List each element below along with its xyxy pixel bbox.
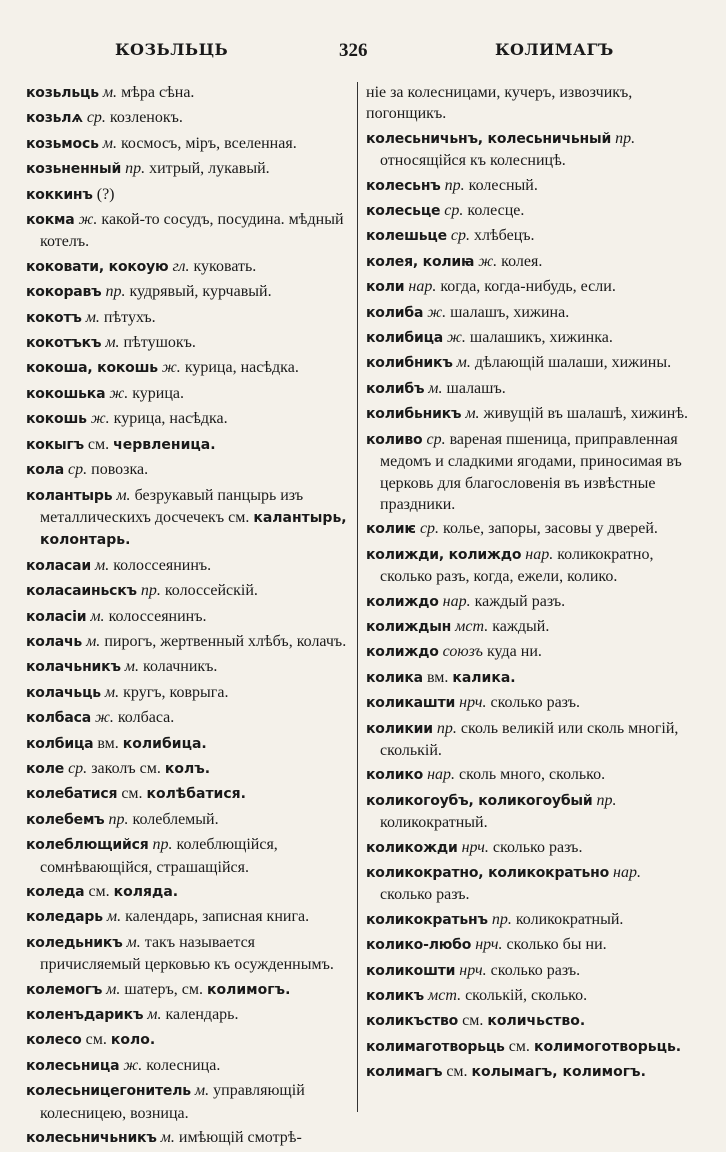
dictionary-entry [26, 209, 353, 253]
headword: коликъство [366, 1013, 459, 1030]
definition: сколько бы ни. [506, 936, 607, 954]
dictionary-entry [366, 692, 696, 714]
definition: хитрый, лукавый. [149, 160, 270, 178]
right-column [366, 82, 696, 1087]
definition: дѣлающій шалаши, хижины. [474, 354, 672, 372]
dictionary-entry [366, 764, 696, 786]
dictionary-entry [366, 200, 696, 222]
dictionary-entry [26, 459, 353, 481]
abbreviation: м. [456, 354, 471, 372]
dictionary-entry [366, 175, 696, 197]
abbreviation: ср. [86, 109, 106, 127]
dictionary-entry [26, 332, 353, 354]
abbreviation: гл. [172, 257, 190, 275]
abbreviation: м. [90, 607, 105, 625]
headword: козьльць [26, 85, 99, 101]
headword: колесьничьнъ, колесьничьный [366, 130, 612, 147]
abbreviation: м. [86, 632, 101, 650]
dictionary-entry [26, 133, 353, 155]
headword: колешьце [366, 228, 447, 245]
headword: колиѥ [366, 521, 416, 538]
headword: коккинъ [26, 186, 93, 203]
definition: см. [462, 1012, 484, 1030]
abbreviation: м. [147, 1006, 162, 1024]
abbreviation: пр. [125, 160, 146, 178]
dictionary-entry [366, 378, 696, 400]
definition: сколькій, сколько. [465, 987, 588, 1005]
headword: колесьнъ [366, 177, 441, 194]
headword: коликожди [366, 839, 458, 856]
abbreviation: нрч. [459, 694, 487, 712]
dictionary-entry [366, 591, 696, 613]
cross-reference: количьство. [487, 1013, 586, 1030]
dictionary-entry [26, 906, 353, 928]
headword: колантырь [26, 487, 113, 504]
dictionary-entry [366, 82, 696, 125]
definition: хлѣбецъ. [473, 227, 535, 245]
abbreviation: ср. [68, 461, 88, 479]
dictionary-entry [366, 1036, 696, 1058]
abbreviation: м. [102, 84, 118, 101]
dictionary-entry [366, 909, 696, 931]
dictionary-entry [366, 429, 696, 516]
definition: (?) [96, 185, 115, 203]
headword: колика [366, 669, 423, 686]
dictionary-entry [366, 352, 696, 374]
dictionary-entry [26, 256, 353, 278]
headword: коледа [26, 884, 85, 900]
cross-reference: калантырь, колонтарь. [40, 509, 347, 549]
cross-reference: колымагъ, колимогъ. [471, 1064, 646, 1081]
definition: колеблющійся, сомнѣвающійся, страшащійся. [40, 836, 278, 876]
abbreviation: ж. [90, 410, 110, 428]
dictionary-entry [26, 809, 353, 831]
dictionary-entry [366, 667, 696, 689]
headword: кокоша, кокошь [26, 360, 158, 377]
headword: коликократьнъ [366, 911, 488, 928]
definition: курица, насѣдка. [184, 359, 299, 377]
headword: коливо [366, 431, 423, 448]
definition: пѣтушокъ. [123, 334, 196, 352]
dictionary-entry [366, 276, 696, 298]
definition: шалашъ, хижина. [450, 303, 570, 321]
dictionary-entry [366, 128, 696, 172]
abbreviation: ж. [94, 709, 114, 727]
definition: какой-то сосудъ, посудина. мѣдный котелъ. [40, 211, 344, 251]
abbreviation: нар. [613, 864, 641, 881]
headword: кокошька [26, 385, 106, 402]
dictionary-entry [366, 1061, 696, 1083]
dictionary-entry [366, 1010, 696, 1032]
headword: коли [366, 279, 405, 296]
headword: колебемъ [26, 811, 105, 828]
definition: сколько разъ. [492, 838, 583, 856]
abbreviation: м. [94, 556, 110, 574]
definition: безрукавый панцырь изъ металлическихъ досчечекъ см. [40, 486, 304, 526]
dictionary-entry [366, 327, 696, 349]
cross-reference: колибица. [122, 735, 207, 752]
dictionary-entry [26, 733, 353, 755]
running-header [0, 40, 726, 70]
headword: коласіи [26, 608, 87, 625]
abbreviation: пр. [444, 176, 465, 194]
abbreviation: ж. [161, 359, 181, 377]
definition: колоссеянинъ. [108, 607, 207, 625]
cross-reference: колимогъ. [207, 981, 291, 998]
headword: колачь [26, 633, 83, 650]
dictionary-entry [366, 251, 696, 273]
cross-reference: червленица. [113, 436, 216, 453]
abbreviation: пр. [105, 283, 126, 301]
abbreviation: нар. [408, 278, 437, 296]
definition: куда ни. [486, 643, 542, 661]
definition: живущій въ шалашѣ, хижинѣ. [483, 405, 689, 423]
definition: ніе за колесницами, кучеръ, извозчикъ, погонщикъ. [366, 84, 633, 123]
abbreviation: мст. [455, 617, 489, 635]
headword: коликии [366, 720, 433, 737]
dictionary-entry [26, 932, 353, 976]
dictionary-entry [366, 985, 696, 1007]
headword: колиждо [366, 644, 439, 661]
dictionary-entry [26, 1127, 353, 1149]
headword: колибьникъ [366, 406, 462, 423]
abbreviation: нар. [525, 545, 554, 563]
headword: кокма [26, 212, 75, 229]
definition: см. [121, 785, 143, 803]
dictionary-entry [366, 225, 696, 247]
definition: сколь великій или сколь многій, сколькій. [380, 719, 679, 759]
left-column [26, 82, 353, 1152]
abbreviation: нрч. [459, 961, 487, 979]
dictionary-entry [26, 357, 353, 379]
abbreviation: союзъ [442, 643, 483, 661]
definition: календарь, записная книга. [125, 908, 310, 926]
dictionary-entry [366, 934, 696, 956]
dictionary-entry [26, 82, 353, 104]
headword: кокотъкъ [26, 335, 102, 352]
definition: пѣтухъ. [103, 308, 156, 326]
headword: колесьце [366, 203, 441, 220]
dictionary-entry [26, 834, 353, 878]
dictionary-entry [366, 641, 696, 663]
cross-reference: калика. [452, 669, 516, 686]
dictionary-entry [26, 1080, 353, 1124]
dictionary-entry [26, 656, 353, 678]
cross-reference: колимоготворьць. [533, 1038, 682, 1055]
definition: коликократно, сколько разъ, когда, ежели, колико. [380, 545, 654, 586]
headword: колесьницегонитель [26, 1083, 191, 1100]
abbreviation: м. [194, 1082, 210, 1100]
headword: колимагъ [366, 1064, 443, 1081]
definition: имѣющій смотрѣ- [178, 1129, 302, 1147]
headword: колибъ [366, 380, 425, 397]
headword: колимаготворьць [366, 1038, 505, 1055]
headword: колебатися [26, 786, 118, 803]
definition: см. [85, 1031, 107, 1049]
abbreviation: нар. [442, 592, 471, 610]
definition: кругъ, коврыга. [123, 683, 229, 701]
dictionary-entry [366, 960, 696, 982]
abbreviation: ж. [109, 384, 129, 402]
dictionary-entry [26, 158, 353, 180]
headword: колесьничьникъ [26, 1130, 157, 1147]
abbreviation: ср. [444, 202, 464, 220]
headword: коледарь [26, 909, 103, 926]
headword: коликошти [366, 962, 456, 979]
definition: курица. [132, 384, 184, 402]
definition: коликократный. [515, 910, 624, 928]
abbreviation: пр. [152, 836, 173, 854]
header-left-guideword: КОЗЬЛЬЦЬ [115, 40, 229, 59]
definition: см. [446, 1063, 468, 1081]
abbreviation: пр. [140, 582, 161, 600]
headword: колесьница [26, 1057, 120, 1074]
headword: коликъ [366, 988, 425, 1005]
abbreviation: ж. [478, 252, 498, 270]
dictionary-entry [366, 616, 696, 638]
header-right-guideword: КОЛИМАГЪ [495, 40, 614, 59]
definition: см. [88, 883, 110, 900]
dictionary-entry [366, 518, 696, 540]
headword: кокоравъ [26, 284, 102, 301]
headword: колемогъ [26, 981, 103, 998]
definition: колесный. [468, 176, 538, 194]
headword: колиждо [366, 593, 439, 610]
definition: колачникъ. [143, 658, 218, 676]
definition: козленокъ. [109, 109, 183, 127]
headword: колико-любо [366, 937, 472, 954]
abbreviation: м. [428, 379, 443, 397]
dictionary-entry [26, 1029, 353, 1051]
dictionary-entry [26, 580, 353, 602]
headword: колеблющийся [26, 837, 149, 854]
headword: кокошь [26, 411, 87, 428]
abbreviation: м. [85, 308, 100, 326]
definition: кудрявый, курчавый. [129, 283, 272, 301]
headword: колбица [26, 735, 94, 752]
dictionary-entry [26, 107, 353, 129]
column-divider [357, 82, 358, 1112]
definition: колея. [501, 252, 543, 270]
headword: кокотъ [26, 309, 82, 326]
definition: календарь. [165, 1006, 239, 1024]
abbreviation: пр. [436, 719, 457, 737]
dictionary-entry [26, 1055, 353, 1077]
dictionary-entry [366, 718, 696, 762]
definition: пирогъ, жертвенный хлѣбъ, колачъ. [104, 632, 347, 650]
abbreviation: нрч. [475, 936, 503, 954]
headword: коласаиньскъ [26, 583, 137, 600]
abbreviation: м. [465, 405, 480, 423]
headword: колачьникъ [26, 659, 121, 676]
dictionary-entry [366, 302, 696, 324]
headword: козьлѧ [26, 110, 83, 127]
abbreviation: нар. [427, 766, 456, 784]
abbreviation: м. [160, 1129, 175, 1147]
headword: колбаса [26, 710, 91, 727]
definition: колесце. [467, 202, 525, 220]
definition: курица, насѣдка. [113, 410, 228, 428]
definition: заколъ см. [91, 759, 161, 777]
headword: коле [26, 760, 65, 777]
definition: относящійся къ колесницѣ. [380, 152, 566, 170]
headword: козьмось [26, 135, 99, 152]
abbreviation: пр. [615, 129, 636, 147]
definition: куковать. [193, 257, 257, 275]
definition: см. [508, 1037, 530, 1055]
dictionary-entry [26, 758, 353, 780]
definition: колоссейскій. [164, 582, 258, 600]
headword: колиждын [366, 618, 452, 635]
definition: каждый. [492, 617, 550, 635]
abbreviation: ж. [123, 1056, 143, 1074]
definition: каждый разъ. [474, 592, 566, 610]
definition: вареная пшеница, приправленная медомъ и сладкими ягодами, приносимая въ церковь для благословенія въ извѣстные праздники. [380, 430, 682, 513]
headword: коледьникъ [26, 934, 123, 951]
dictionary-entry [26, 783, 353, 805]
headword: коликогоубъ, коликогоубый [366, 792, 593, 809]
headword: коласаи [26, 557, 91, 574]
headword: колея, колиꙗ [366, 253, 475, 270]
headword: кокыгъ [26, 436, 84, 453]
headword: колачьць [26, 684, 101, 701]
abbreviation: м. [106, 980, 121, 998]
headword: коковати, кокоую [26, 258, 169, 275]
definition: колесница. [146, 1056, 221, 1074]
definition: колбаса. [117, 709, 175, 727]
definition: сколь много, сколько. [459, 766, 606, 784]
dictionary-entry [26, 408, 353, 430]
definition: сколько разъ. [380, 886, 470, 904]
dictionary-entry [26, 281, 353, 303]
abbreviation: м. [126, 933, 141, 951]
headword: колибникъ [366, 355, 453, 372]
page-number: 326 [339, 40, 368, 61]
cross-reference: коло. [110, 1032, 156, 1049]
headword: кола [26, 462, 65, 479]
cross-reference: колъ. [164, 760, 211, 777]
headword: козьненный [26, 161, 122, 178]
definition: вм. [97, 734, 119, 752]
cross-reference: колѣбатися. [146, 786, 246, 803]
definition: вм. [426, 668, 449, 686]
abbreviation: ср. [450, 227, 470, 245]
dictionary-entry [26, 631, 353, 653]
dictionary-entry [366, 790, 696, 834]
definition: сколько разъ. [490, 961, 581, 979]
dictionary-entry [366, 403, 696, 425]
abbreviation: м. [102, 134, 117, 152]
definition: см. [87, 435, 110, 453]
abbreviation: мст. [428, 987, 462, 1005]
abbreviation: ж. [78, 211, 98, 229]
headword: колибица [366, 330, 443, 347]
dictionary-entry [26, 485, 353, 552]
abbreviation: м. [104, 683, 120, 701]
dictionary-entry [366, 544, 696, 588]
headword: коленъдарикъ [26, 1007, 144, 1024]
definition: космосъ, міръ, вселенная. [120, 134, 297, 152]
abbreviation: ж. [447, 329, 466, 347]
dictionary-entry [366, 837, 696, 859]
abbreviation: м. [116, 486, 131, 504]
dictionary-entry [26, 184, 353, 206]
headword: коликократно, коликократьно [366, 865, 610, 881]
dictionary-entry [26, 434, 353, 456]
abbreviation: ср. [419, 520, 440, 538]
definition: сколько разъ. [490, 694, 580, 712]
abbreviation: пр. [596, 791, 617, 809]
headword: колиба [366, 304, 424, 321]
definition: повозка. [91, 461, 149, 479]
dictionary-entry [26, 1004, 353, 1026]
dictionary-entry [26, 707, 353, 729]
headword: коликашти [366, 695, 456, 712]
cross-reference: коляда. [113, 884, 179, 900]
headword: колесо [26, 1032, 82, 1049]
dictionary-entry [26, 555, 353, 577]
definition: мѣра сѣна. [121, 84, 195, 101]
dictionary-entry [26, 383, 353, 405]
abbreviation: ср. [68, 759, 88, 777]
abbreviation: пр. [108, 810, 129, 828]
abbreviation: м. [124, 658, 140, 676]
definition: управляющій колесницею, возница. [40, 1082, 305, 1122]
definition: шалашикъ, хижинка. [469, 329, 613, 347]
dictionary-entry [26, 881, 353, 903]
abbreviation: ср. [426, 430, 446, 448]
definition: коликократный. [380, 814, 488, 832]
definition: колоссеянинъ. [113, 556, 212, 574]
definition: шалашъ. [446, 379, 506, 397]
abbreviation: м. [105, 334, 120, 352]
abbreviation: ж. [427, 303, 447, 321]
abbreviation: пр. [491, 910, 512, 928]
definition: колеблемый. [132, 810, 219, 828]
abbreviation: нрч. [461, 838, 489, 856]
headword: колижди, колиждо [366, 546, 522, 563]
definition: колье, запоры, засовы у дверей. [443, 520, 658, 538]
definition: когда, когда-нибудь, если. [440, 278, 616, 296]
dictionary-entry [26, 307, 353, 329]
dictionary-entry [366, 862, 696, 906]
abbreviation: м. [106, 908, 122, 926]
dictionary-entry [26, 979, 353, 1001]
dictionary-entry [26, 606, 353, 628]
definition: шатеръ, см. [124, 980, 203, 998]
dictionary-entry [26, 682, 353, 704]
headword: колико [366, 767, 424, 784]
definition: такъ называется причисляемый церковью къ осужденнымъ. [40, 933, 334, 974]
